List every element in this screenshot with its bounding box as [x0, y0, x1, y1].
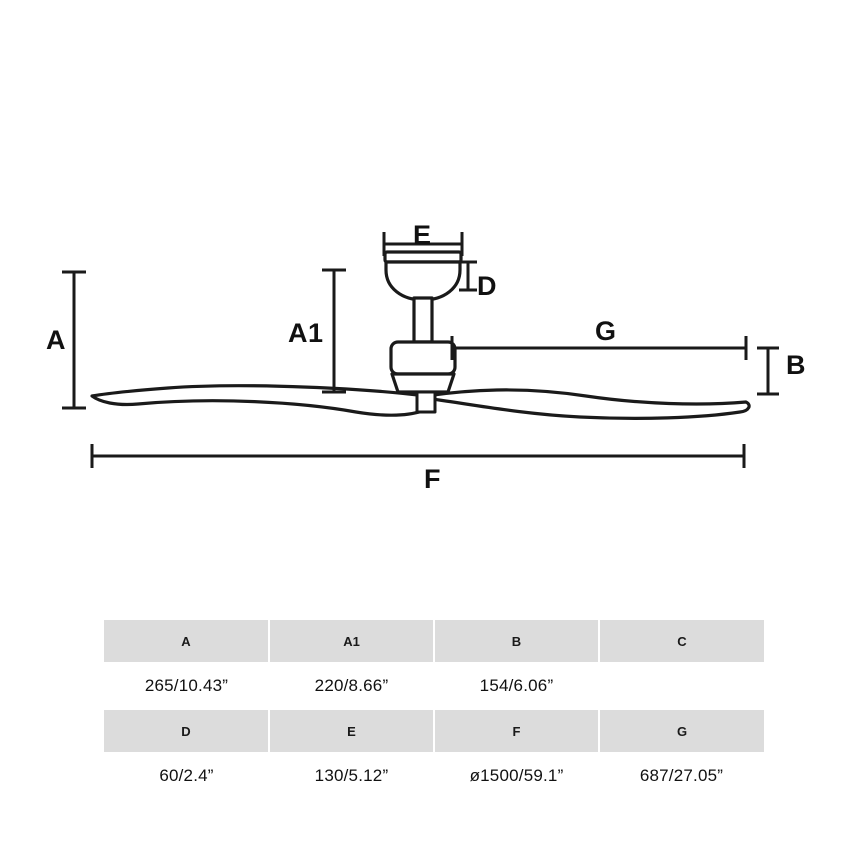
table-value-cell — [599, 662, 764, 710]
table-value-cell: ø1500/59.1” — [434, 752, 599, 800]
table-row — [104, 662, 764, 710]
table-value-cell: 687/27.05” — [599, 752, 764, 800]
table-header-cell: D — [104, 710, 269, 752]
motor-housing — [391, 342, 455, 374]
fan-drawing — [92, 252, 749, 418]
dimension-label-B: B — [786, 350, 806, 380]
table-header-cell: A — [104, 620, 269, 662]
hub-center — [417, 392, 435, 412]
table-value-cell: 154/6.06” — [434, 662, 599, 710]
dimension-F — [92, 444, 744, 468]
table-header-cell: E — [269, 710, 434, 752]
dome-housing — [386, 262, 460, 300]
table-header-cell: B — [434, 620, 599, 662]
dimension-A1 — [322, 270, 346, 392]
dimension-B — [757, 348, 779, 394]
dimension-label-F: F — [424, 464, 441, 494]
table-header-cell: C — [599, 620, 764, 662]
dimension-label-E: E — [413, 220, 432, 250]
dimension-label-A1: A1 — [288, 318, 324, 348]
table-header-cell: F — [434, 710, 599, 752]
table-header-row-2 — [104, 710, 764, 752]
table-header-row-1 — [104, 620, 764, 662]
blade-left — [92, 386, 425, 415]
table-value-cell: 130/5.12” — [269, 752, 434, 800]
table-value-cell: 60/2.4” — [104, 752, 269, 800]
table-value-cell: 265/10.43” — [104, 662, 269, 710]
dimension-label-D: D — [477, 271, 497, 301]
table-header-cell: G — [599, 710, 764, 752]
dimension-spec-table — [104, 620, 764, 800]
table-header-cell: A1 — [269, 620, 434, 662]
table-value-cell: 220/8.66” — [269, 662, 434, 710]
dimension-D — [459, 262, 477, 290]
motor-lower — [392, 374, 454, 392]
downrod — [414, 298, 432, 342]
table-row — [104, 752, 764, 800]
dimension-label-A: A — [46, 325, 66, 355]
blade-right — [425, 390, 749, 418]
dimension-label-G: G — [595, 316, 617, 346]
